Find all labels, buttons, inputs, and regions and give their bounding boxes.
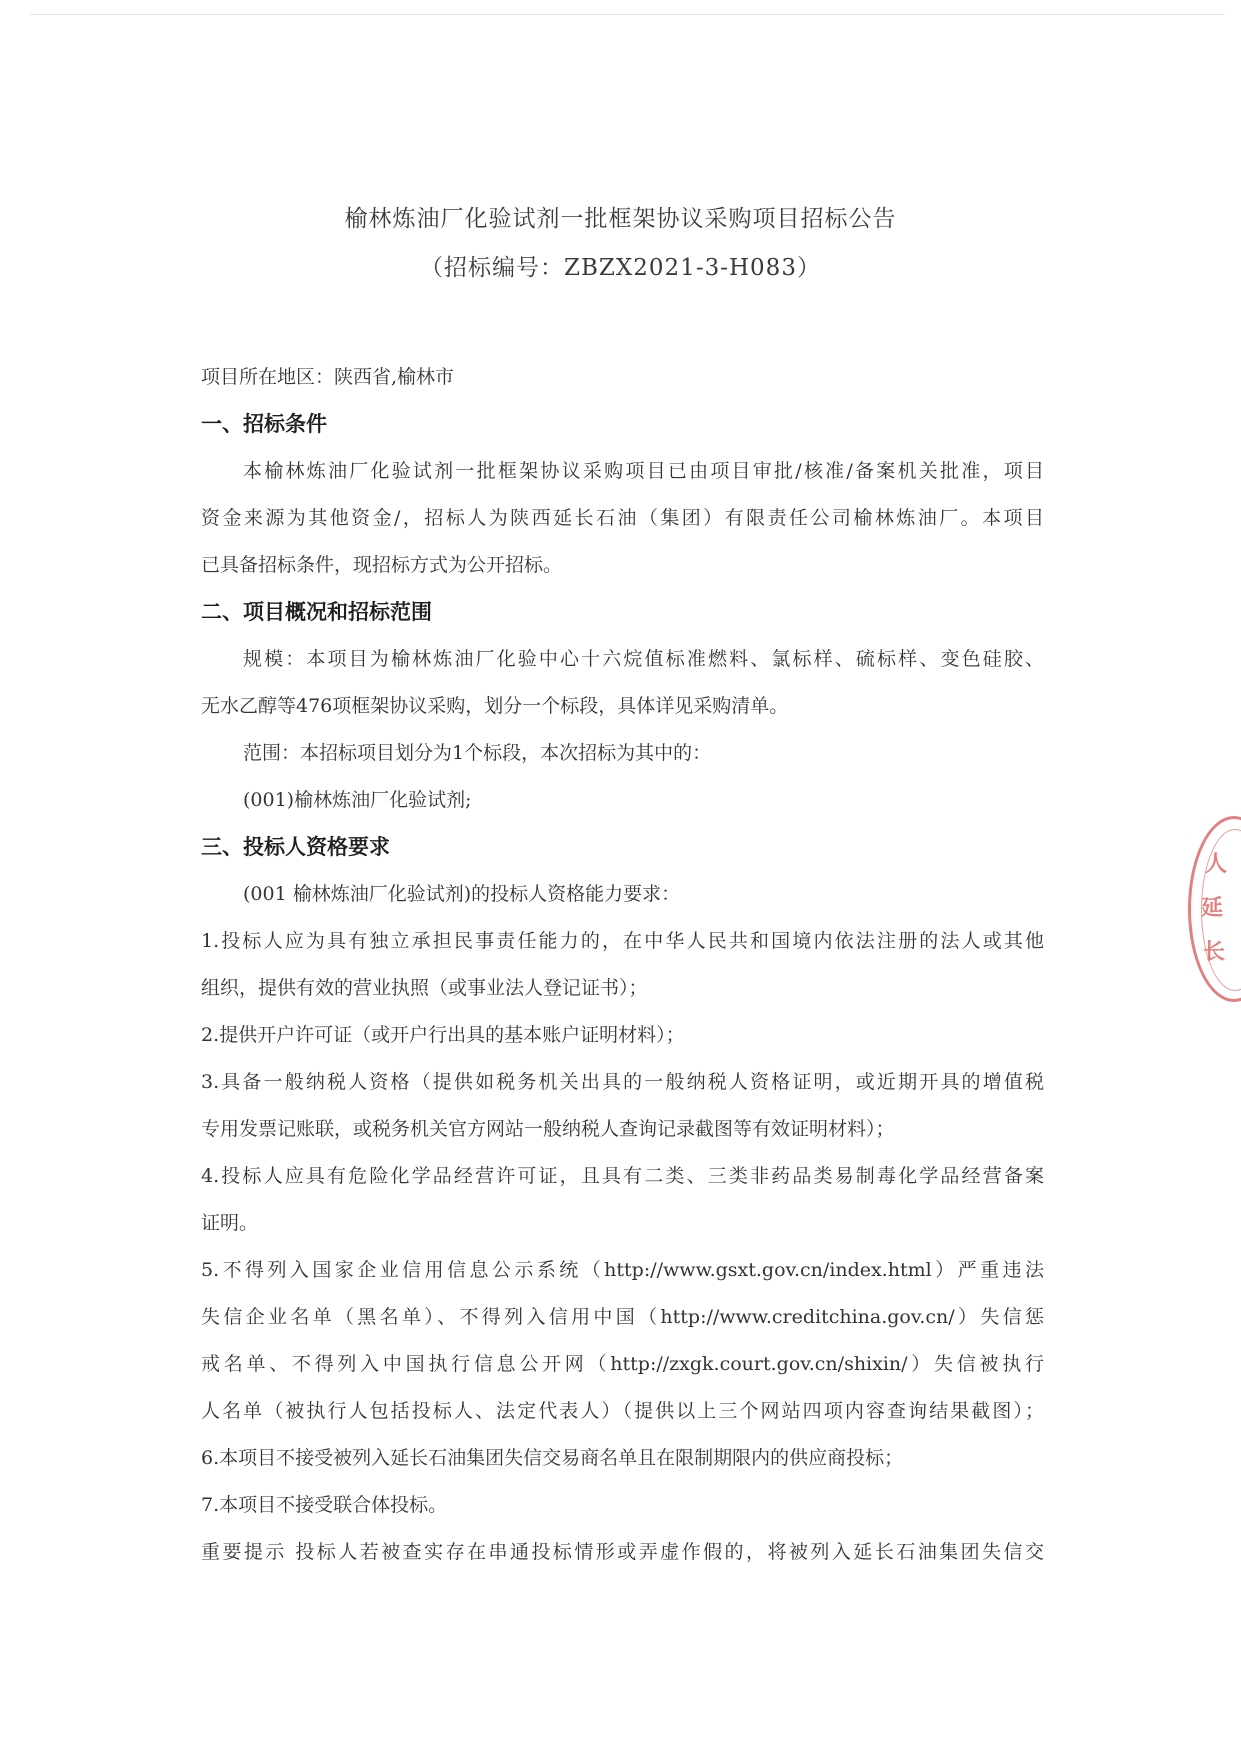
requirement-line: 组织，提供有效的营业执照（或事业法人登记证书）； <box>201 977 648 999</box>
paragraph-line: 范围：本招标项目划分为1个标段，本次招标为其中的： <box>243 742 712 764</box>
scan-top-edge <box>30 14 1225 15</box>
section-heading-project-overview: 二、项目概况和招标范围 <box>201 600 432 624</box>
bid-number: （招标编号：ZBZX2021-3-H083） <box>420 255 821 281</box>
paragraph-line: 本榆林炼油厂化验试剂一批框架协议采购项目已由项目审批/核准/备案机关批准，项目 <box>243 460 1044 482</box>
section-heading-bidder-qualifications: 三、投标人资格要求 <box>201 835 390 859</box>
paragraph-line: 资金来源为其他资金/，招标人为陕西延长石油（集团）有限责任公司榆林炼油厂。本项目 <box>201 507 1044 529</box>
requirement-line: 4.投标人应具有危险化学品经营许可证，且具有二类、三类非药品类易制毒化学品经营备案 <box>201 1165 1044 1187</box>
seal-glyph: 延 <box>1201 896 1224 921</box>
seal-glyph: 长 <box>1203 940 1226 965</box>
paragraph-line: (001)榆林炼油厂化验试剂; <box>243 789 472 811</box>
requirement-line: 证明。 <box>201 1212 259 1234</box>
official-seal <box>1188 816 1241 1002</box>
paragraph-line: 已具备招标条件，现招标方式为公开招标。 <box>201 554 563 576</box>
requirement-line: 戒名单、不得列入中国执行信息公开网（http://zxgk.court.gov.cn/shixin/）失信被执行 <box>201 1353 1044 1375</box>
project-location: 项目所在地区：陕西省,榆林市 <box>201 366 455 388</box>
requirement-line: 人名单（被执行人包括投标人、法定代表人）（提供以上三个网站四项内容查询结果截图）； <box>201 1400 1044 1422</box>
requirement-line: 2.提供开户许可证（或开户行出具的基本账户证明材料）； <box>201 1024 685 1046</box>
document-title: 榆林炼油厂化验试剂一批框架协议采购项目招标公告 <box>344 206 897 232</box>
requirement-line: 失信企业名单（黑名单）、不得列入信用中国（http://www.creditchina.gov.cn/）失信惩 <box>201 1306 1044 1328</box>
section-heading-bidding-conditions: 一、招标条件 <box>201 412 327 436</box>
requirement-line: 专用发票记账联，或税务机关官方网站一般纳税人查询记录截图等有效证明材料）； <box>201 1118 895 1140</box>
seal-glyph: 人 <box>1205 852 1228 877</box>
requirement-line: 6.本项目不接受被列入延长石油集团失信交易商名单且在限制期限内的供应商投标； <box>201 1447 904 1469</box>
requirement-line: 3.具备一般纳税人资格（提供如税务机关出具的一般纳税人资格证明，或近期开具的增值税 <box>201 1071 1044 1093</box>
important-notice-line: 重要提示 投标人若被查实存在串通投标情形或弄虚作假的，将被列入延长石油集团失信交 <box>201 1541 1044 1563</box>
requirement-line: 1.投标人应为具有独立承担民事责任能力的，在中华人民共和国境内依法注册的法人或其他 <box>201 930 1044 952</box>
paragraph-line: 规模：本项目为榆林炼油厂化验中心十六烷值标准燃料、氯标样、硫标样、变色硅胶、 <box>243 648 1044 670</box>
requirement-line: 5.不得列入国家企业信用信息公示系统（http://www.gsxt.gov.cn/index.html）严重违法 <box>201 1259 1044 1281</box>
requirement-line: 7.本项目不接受联合体投标。 <box>201 1494 448 1516</box>
document-body <box>201 354 1044 1576</box>
paragraph-line: (001 榆林炼油厂化验试剂)的投标人资格能力要求： <box>243 883 681 905</box>
paragraph-line: 无水乙醇等476项框架协议采购，划分一个标段，具体详见采购清单。 <box>201 695 789 717</box>
